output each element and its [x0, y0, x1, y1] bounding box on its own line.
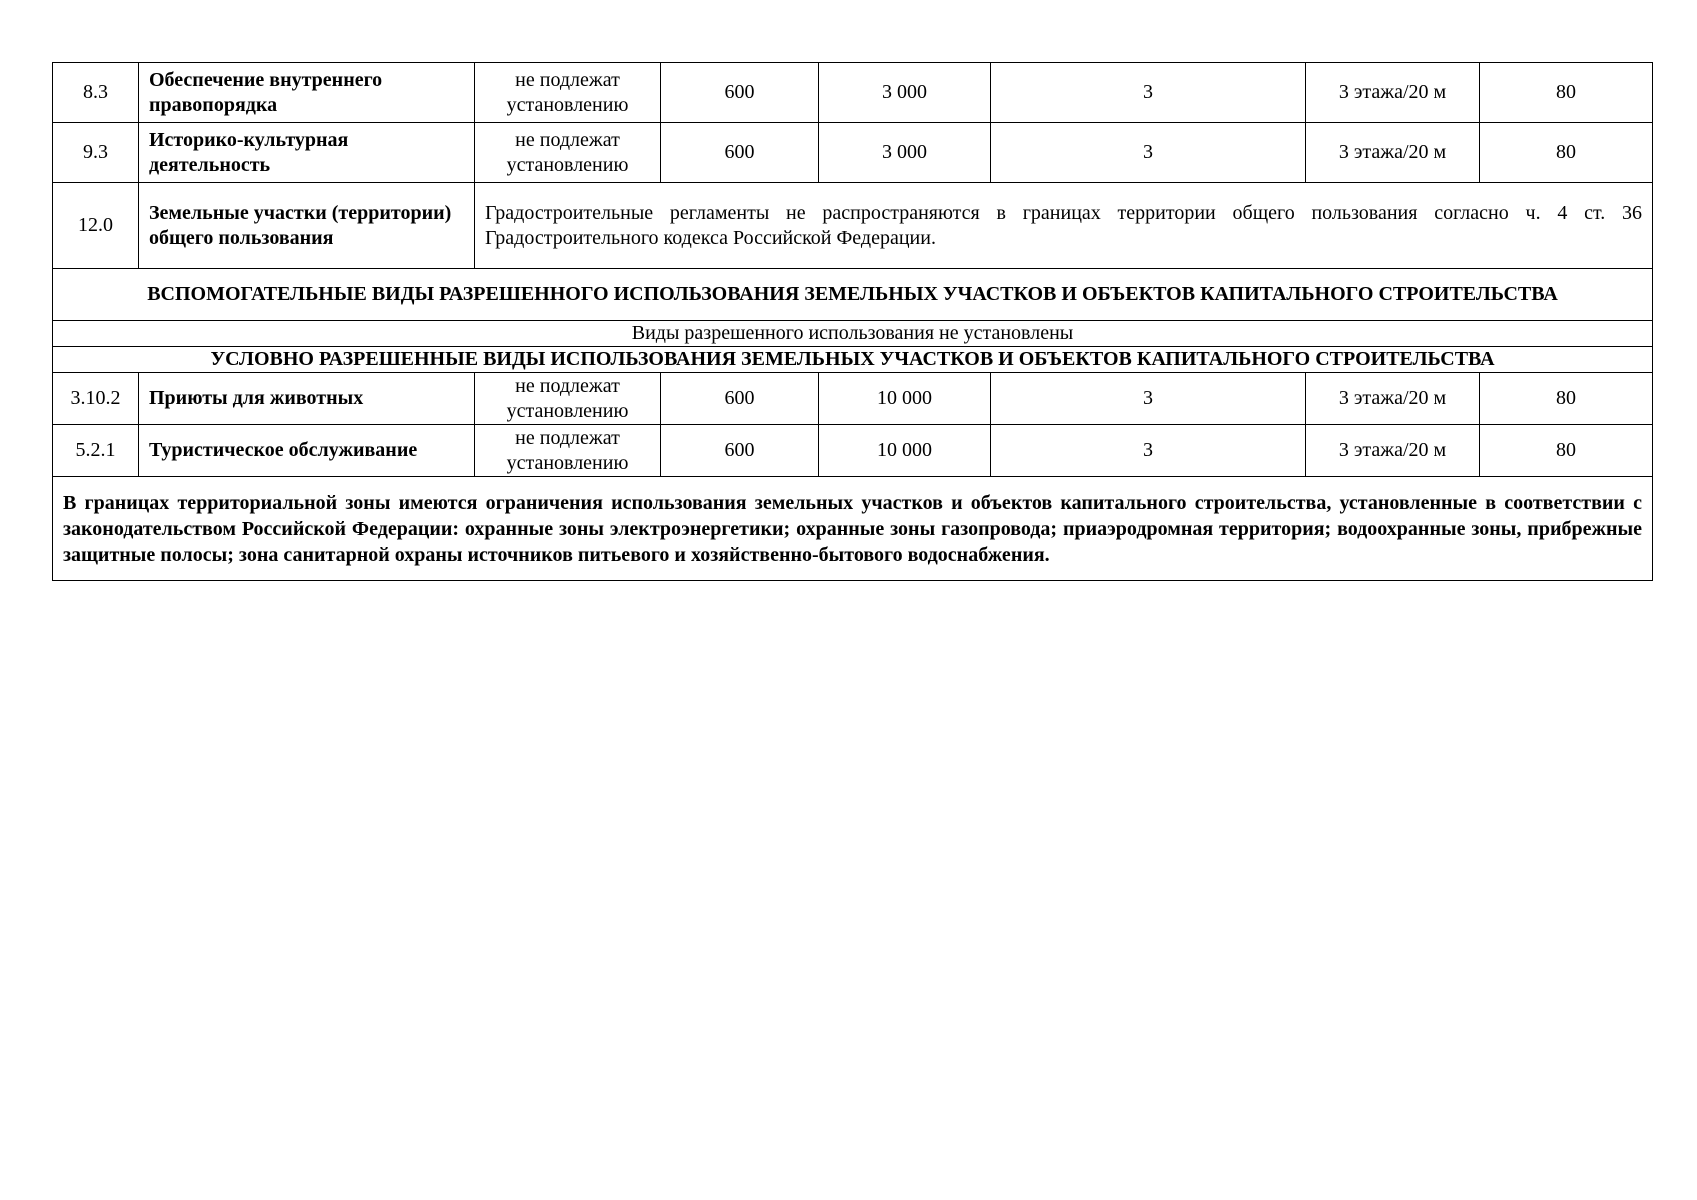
row-note: Градостроительные регламенты не распространяются в границах территории общего пользования согласно ч. 4 ст. 36 Градостроительного кодекса Российской Федерации.	[475, 183, 1653, 269]
section-text-row	[53, 321, 1653, 347]
row-min-area: 600	[661, 123, 819, 183]
row-code: 3.10.2	[53, 373, 139, 425]
row-setback: 3	[991, 63, 1306, 123]
row-coverage: 80	[1480, 63, 1653, 123]
row-use-name: Приюты для животных	[139, 373, 475, 425]
auxiliary-none-text: Виды разрешенного использования не установлены	[53, 321, 1653, 347]
auxiliary-section-heading: ВСПОМОГАТЕЛЬНЫЕ ВИДЫ РАЗРЕШЕННОГО ИСПОЛЬЗОВАНИЯ ЗЕМЕЛЬНЫХ УЧАСТКОВ И ОБЪЕКТОВ КАПИТАЛЬНОГО СТРОИТЕЛЬСТВА	[53, 269, 1653, 321]
row-coverage: 80	[1480, 425, 1653, 477]
row-setback: 3	[991, 123, 1306, 183]
row-height: 3 этажа/20 м	[1306, 63, 1480, 123]
row-code: 9.3	[53, 123, 139, 183]
row-min-size: не подлежат установлению	[475, 123, 661, 183]
table-row	[53, 123, 1653, 183]
table-row	[53, 425, 1653, 477]
row-min-size: не подлежат установлению	[475, 373, 661, 425]
table-row	[53, 183, 1653, 269]
row-max-area: 3 000	[819, 123, 991, 183]
row-min-size: не подлежат установлению	[475, 425, 661, 477]
row-height: 3 этажа/20 м	[1306, 373, 1480, 425]
row-max-area: 10 000	[819, 373, 991, 425]
row-coverage: 80	[1480, 373, 1653, 425]
table-row	[53, 63, 1653, 123]
row-coverage: 80	[1480, 123, 1653, 183]
row-min-size: не подлежат установлению	[475, 63, 661, 123]
row-height: 3 этажа/20 м	[1306, 123, 1480, 183]
row-max-area: 3 000	[819, 63, 991, 123]
row-code: 12.0	[53, 183, 139, 269]
row-height: 3 этажа/20 м	[1306, 425, 1480, 477]
section-heading-row	[53, 347, 1653, 373]
row-min-area: 600	[661, 425, 819, 477]
row-min-area: 600	[661, 63, 819, 123]
row-setback: 3	[991, 373, 1306, 425]
row-use-name: Историко-культурная деятельность	[139, 123, 475, 183]
row-use-name: Туристическое обслуживание	[139, 425, 475, 477]
row-use-name: Обеспечение внутреннего правопорядка	[139, 63, 475, 123]
section-heading-row	[53, 269, 1653, 321]
conditional-section-heading: УСЛОВНО РАЗРЕШЕННЫЕ ВИДЫ ИСПОЛЬЗОВАНИЯ ЗЕМЕЛЬНЫХ УЧАСТКОВ И ОБЪЕКТОВ КАПИТАЛЬНОГО СТРОИТЕЛЬСТВА	[53, 347, 1653, 373]
row-use-name: Земельные участки (территории) общего пользования	[139, 183, 475, 269]
restrictions-note: В границах территориальной зоны имеются ограничения использования земельных участков и объектов капитального строительства, установленные в соответствии с законодательством Российской Федерации: охранные зоны электроэнергетики; охранные зоны газопровода; приаэродромная территория; водоохранные зоны, прибрежные защитные полосы; зона санитарной охраны источников питьевого и хозяйственно-бытового водоснабжения.	[53, 477, 1653, 581]
zoning-regulations-table	[52, 62, 1653, 581]
row-code: 8.3	[53, 63, 139, 123]
restrictions-row	[53, 477, 1653, 581]
row-setback: 3	[991, 425, 1306, 477]
row-max-area: 10 000	[819, 425, 991, 477]
row-code: 5.2.1	[53, 425, 139, 477]
row-min-area: 600	[661, 373, 819, 425]
table-row	[53, 373, 1653, 425]
